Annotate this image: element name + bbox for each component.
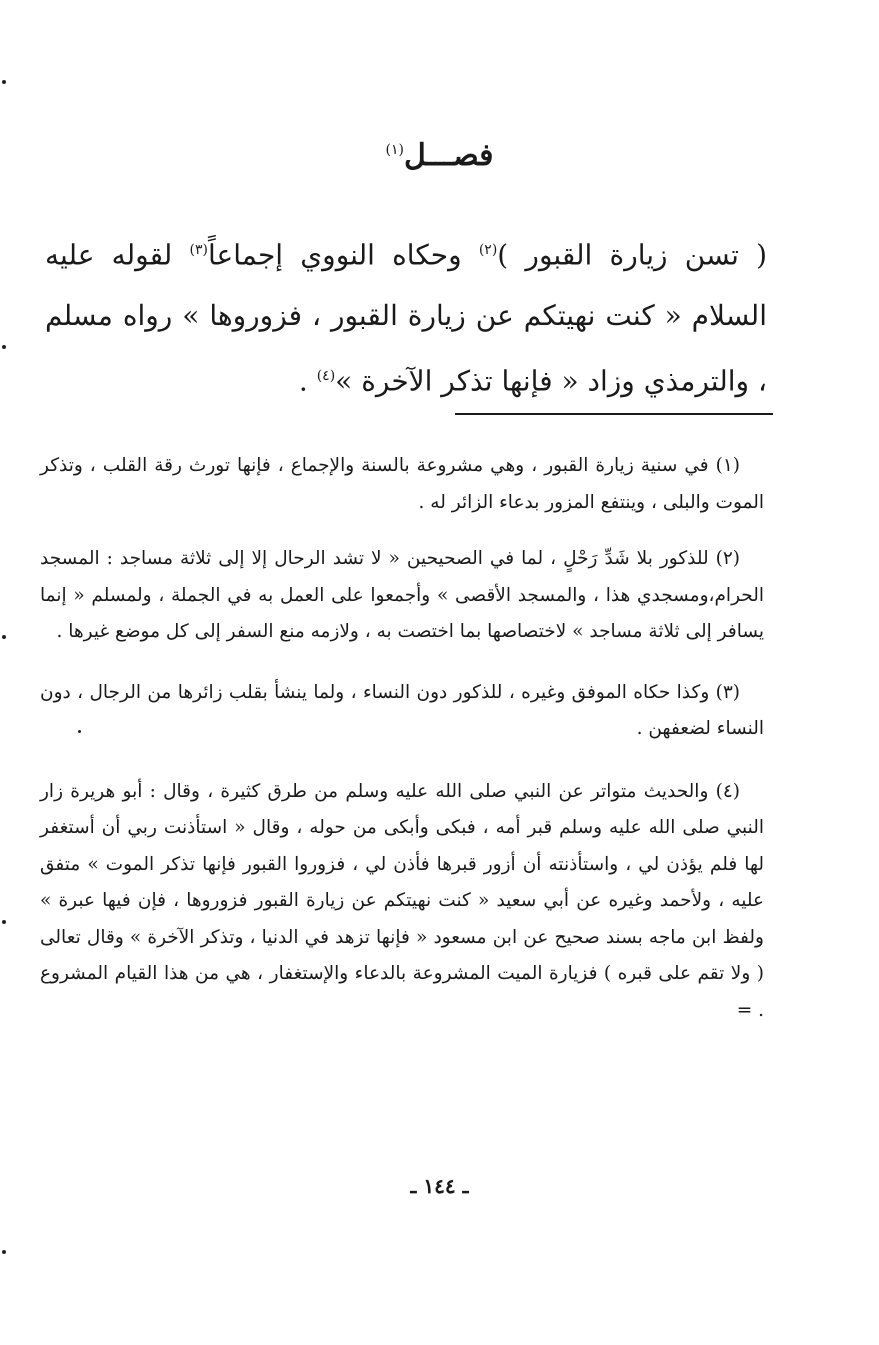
- main-text: [45, 220, 767, 412]
- main-text-part1: ( تسن زيارة القبور ): [497, 238, 767, 272]
- main-text-part3: لقوله عليه السلام « كنت نهيتكم عن زيارة القبور ، فزوروها » رواه مسلم ، والترمذي وزاد « فإنها تذكر الآخرة »: [45, 238, 767, 398]
- footnote-2-text: (٢) للذكور بلا شَدِّ رَحْلٍ ، لما في الصحيحين « لا تشد الرحال إلا إلى ثلاثة مساجد : المسجد الحرام،ومسجدي هذا ، والمسجد الأقصى » وأجمعوا على العمل به في الجملة ، ولمسلم « إنما يسافر إلى ثلاثة مساجد » لاختصاصها بما اختصت به ، ولازمه منع السفر إلى كل موضع غيرها .: [40, 548, 764, 642]
- section-title: فصـــل: [404, 138, 494, 173]
- scan-mark: [2, 635, 6, 639]
- footnote-4: [40, 774, 764, 1030]
- footnotes: [40, 448, 764, 1049]
- footnote-1: [40, 448, 764, 521]
- footnote-ref-2: (٢): [478, 242, 498, 258]
- footnote-1-text: (١) في سنية زيارة القبور ، وهي مشروعة بالسنة والإجماع ، فإنها تورث رقة القلب ، وتذكر الموت والبلى ، وينتفع المزور بدعاء الزائر له .: [40, 455, 764, 513]
- footnote-ref-4: (٤): [316, 368, 336, 385]
- footnote-ref-3: (٣): [189, 242, 209, 258]
- scan-mark: [2, 920, 6, 924]
- page-number: ـ ١٤٤ ـ: [410, 1174, 469, 1198]
- section-heading: [0, 138, 879, 173]
- scan-mark: [2, 1250, 6, 1254]
- main-text-part2: وحكاه النووي إجماعاً: [208, 238, 479, 272]
- scan-mark: [78, 730, 81, 733]
- footnote-3: [40, 675, 764, 748]
- main-text-part4: .: [298, 364, 317, 398]
- footnote-ref-1: (١): [385, 142, 404, 158]
- main-paragraph: [45, 220, 767, 412]
- footnote-separator: [455, 413, 773, 415]
- scan-mark: [2, 80, 6, 84]
- footnote-2: [40, 541, 764, 651]
- footnote-3-text: (٣) وكذا حكاه الموفق وغيره ، للذكور دون النساء ، ولما ينشأ بقلب زائرها من الرجال ، دون النساء لضعفهن .: [40, 681, 764, 739]
- footnote-4-text: (٤) والحديث متواتر عن النبي صلى الله عليه وسلم من طرق كثيرة ، وقال : أبو هريرة زار النبي صلى الله عليه وسلم قبر أمه ، فبكى وأبكى من حوله ، وقال « استأذنت ربي أن أستغفر لها فلم يؤذن لي ، واستأذنته أن أزور قبرها فأذن لي ، فزوروا القبور فإنها تذكر الموت » متفق عليه ، ولأحمد وغيره عن أبي سعيد « كنت نهيتكم عن زيارة القبور فزوروها ، فإن فيها عبرة » ولفظ ابن ماجه بسند صحيح عن ابن مسعود « فإنها تزهد في الدنيا ، وتذكر الآخرة » وقال تعالى ( ولا تقم على قبره ) فزيارة الميت المشروعة بالدعاء والإستغفار ، هي من هذا القيام المشروع . =: [40, 780, 764, 1021]
- scan-mark: [2, 345, 6, 349]
